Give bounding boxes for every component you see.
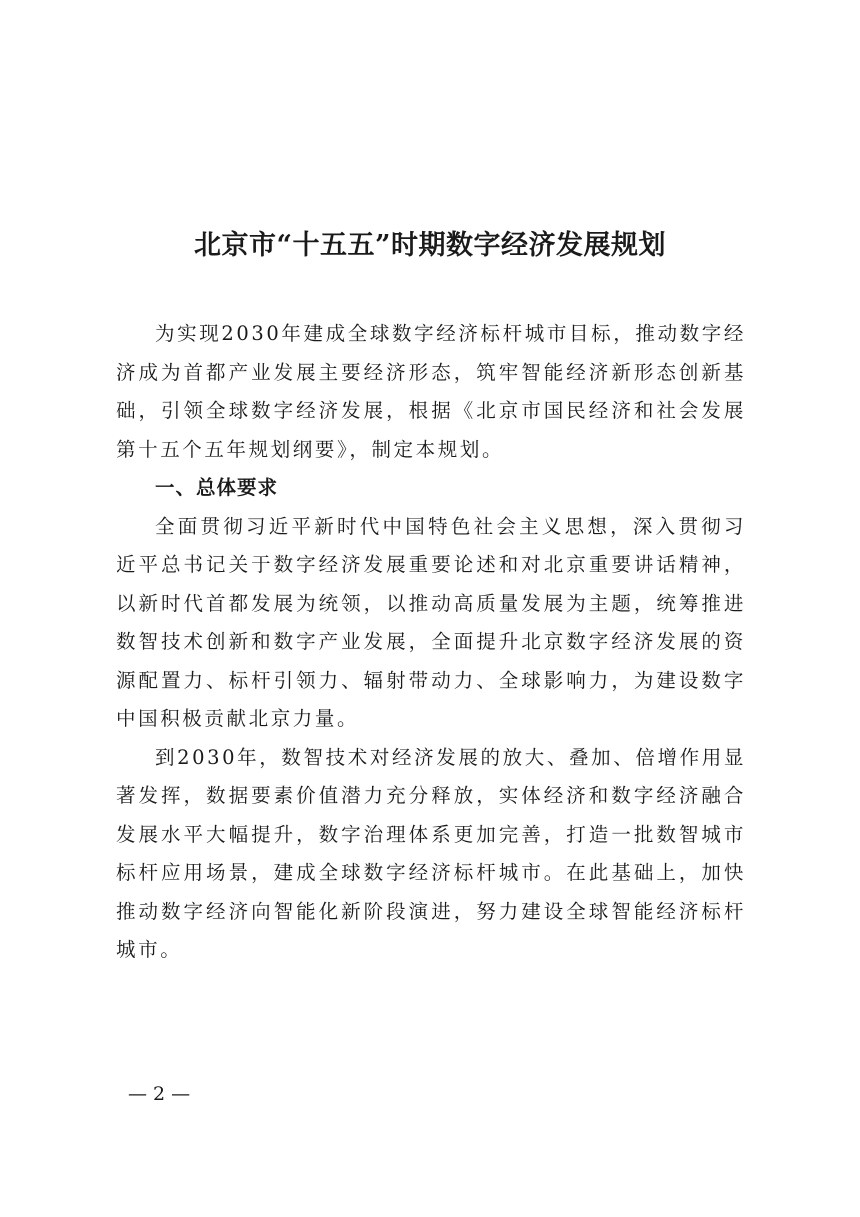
body-paragraph: 到2030年，数智技术对经济发展的放大、叠加、倍增作用显著发挥，数据要素价值潜力充分释放，实体经济和数字经济融合发展水平大幅提升，数字治理体系更加完善，打造一批数智城市标杆应用场景，建成全球数字经济标杆城市。在此基础上，加快推动数字经济向智能化新阶段演进，努力建设全球智能经济标杆城市。 <box>116 745 746 961</box>
body-paragraph: 全面贯彻习近平新时代中国特色社会主义思想，深入贯彻习近平总书记关于数字经济发展重要论述和对北京重要讲话精神，以新时代首都发展为统领，以推动高质量发展为主题，统筹推进数智技术创新和数字产业发展，全面提升北京数字经济发展的资源配置力、标杆引领力、辐射带动力、全球影响力，为建设数字中国积极贡献北京力量。 <box>116 514 746 730</box>
intro-paragraph: 为实现2030年建成全球数字经济标杆城市目标，推动数字经济成为首都产业发展主要经济形态，筑牢智能经济新形态创新基础，引领全球数字经济发展，根据《北京市国民经济和社会发展第十五个五年规划纲要》，制定本规划。 <box>116 322 746 461</box>
section-heading: 一、总体要求 <box>155 476 279 499</box>
page-number: — 2 — <box>128 1083 191 1105</box>
document-title: 北京市“十五五”时期数字经济发展规划 <box>193 230 667 261</box>
document-body <box>116 315 746 970</box>
